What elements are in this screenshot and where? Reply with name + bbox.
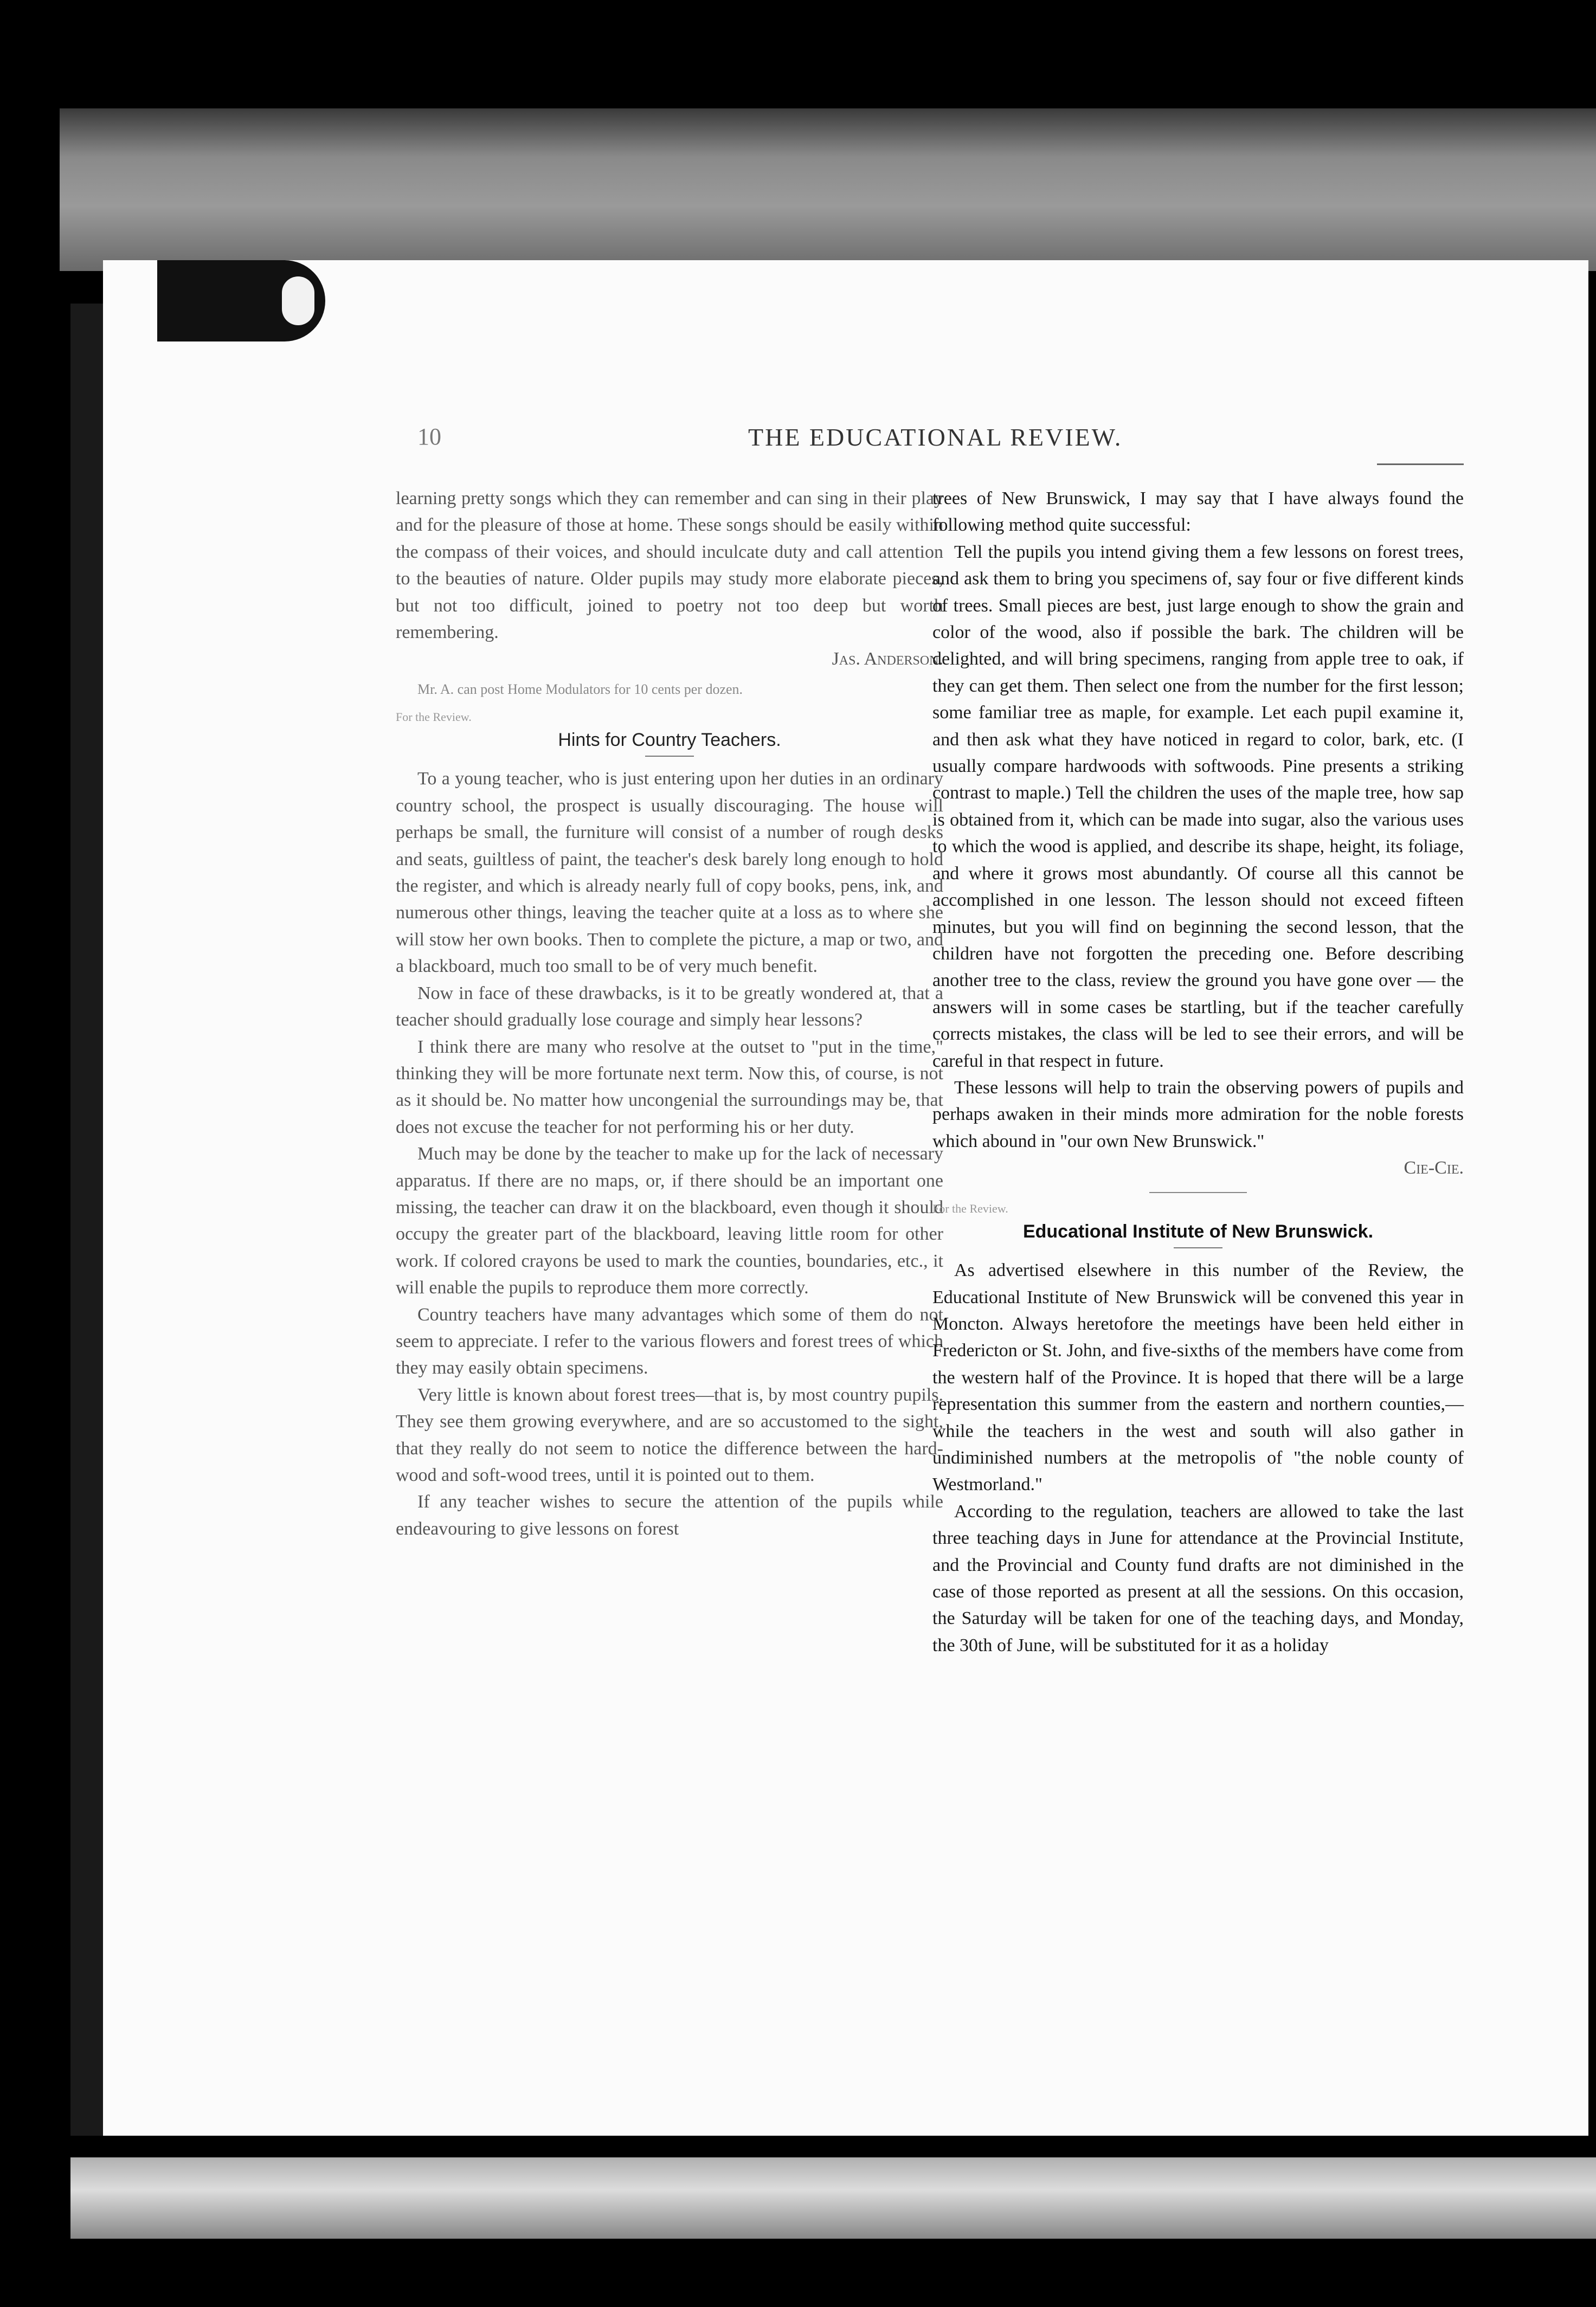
page-edge-shadow: [70, 304, 103, 2136]
article2-title: Educational Institute of New Brunswick.: [1022, 1221, 1374, 1242]
article-source: For the Review.: [396, 710, 472, 724]
running-head: THE EDUCATIONAL REVIEW.: [748, 423, 1123, 451]
article-paragraph: Country teachers have many advantages which some of them do not seem to appreciate. I refer to the various flowers and forest trees of which they may easily obtain specimens.: [396, 1304, 943, 1378]
title-rule: [645, 756, 694, 757]
scan-border-left: [0, 0, 70, 2307]
scan-background-bottom: [70, 2157, 1596, 2239]
article2-paragraph: As advertised elsewhere in this number of the Review, the Educational Institute of New Brunswick will be convened this year in Moncton. Always heretofore the meetings have been held either in Fredericton or St. John, and five-sixths of the members have come from the western half of the Province. It is hoped that there will be a large representation this summer from the eastern and northern counties,—while the teachers in the west and south will also gather in undiminished numbers at the metropolis of "the noble county of Westmorland.": [932, 1260, 1464, 1495]
article-paragraph: These lessons will help to train the observing powers of pupils and perhaps awaken in their minds more admiration for the noble forests which abound in "our own New Brunswick.": [932, 1077, 1464, 1151]
article-signature: Cie-Cie.: [1404, 1158, 1464, 1178]
article-paragraph: Much may be done by the teacher to make up for the lack of necessary apparatus. If there are no maps, or, if there should be an important one missing, the teacher can draw it on the blackboard, even though it should occupy the greater part of the blackboard, leaving little room for other work. If colored crayons be used to mark the counties, boundaries, etc., it will enable the pupils to reproduce them more correctly.: [396, 1144, 943, 1298]
article-paragraph: If any teacher wishes to secure the attention of the pupils while endeavouring to give lessons on forest: [396, 1492, 943, 1539]
article-paragraph: I think there are many who resolve at the outset to "put in the time," thinking they will be more fortunate next term. Now this, of course, is not as it should be. No matter how uncongenial the surroundings may be, that does not excuse the teacher for not performing his or her duty.: [396, 1036, 943, 1137]
left-column: [396, 485, 943, 1542]
header-rule: [1377, 463, 1464, 465]
article-paragraph: Very little is known about forest trees—that is, by most country pupils. They see them growing everywhere, and are so accustomed to the sight, that they really do not seem to notice the difference between the hard-wood and soft-wood trees, until it is pointed out to them.: [396, 1384, 943, 1485]
author-note: Mr. A. can post Home Modulators for 10 cents per dozen.: [417, 681, 743, 698]
continuation-paragraph: trees of New Brunswick, I may say that I have always found the following method quite successful:: [932, 488, 1464, 536]
article-paragraph: Now in face of these drawbacks, is it to be greatly wondered at, that a teacher should gradually lose courage and simply hear lessons?: [396, 983, 943, 1030]
title-rule: [1174, 1247, 1222, 1248]
article2-source: For the Review.: [932, 1202, 1008, 1216]
binder-clip-highlight: [282, 276, 314, 325]
page-number: 10: [417, 423, 441, 450]
article-paragraph: Tell the pupils you intend giving them a few lessons on forest trees, and ask them to bring you specimens of, say four or five different kinds of trees. Small pieces are best, just large enough to show the grain and color of the wood, also if possible the bark. The children will be delighted, and will bring specimens, ranging from apple tree to oak, if they can get them. Then select one from the number for the first lesson; some familiar tree as maple, for example. Let each pupil examine it, and then ask what they have noticed in regard to color, bark, etc. (I usually compare hardwoods with softwoods. Pine presents a striking contrast to maple.) Tell the children the uses of the maple tree, how sap is obtained from it, which can be made into sugar, also the various uses to which the wood is applied, and describe its shape, height, its foliage, and where it grows most abundantly. Of course all this cannot be accomplished in one lesson. The lesson should not exceed fifteen minutes, but you will find on beginning the second lesson, that the children have not forgotten the preceding one. Before describing another tree to the class, review the ground you have gone over — the answers will in some cases be startling, but if the teacher carefully corrects mistakes, the class will be led to see their errors, and will be careful in that respect in future.: [932, 542, 1464, 1071]
article2-paragraph: According to the regulation, teachers are allowed to take the last three teaching days in June for attendance at the Provincial Institute, and the Provincial and County fund drafts are not diminished in the case of those reported as present at all the sessions. On this occasion, the Saturday will be taken for one of the teaching days, and Monday, the 30th of June, will be substituted for it as a holiday: [932, 1501, 1464, 1655]
section-divider: [1149, 1192, 1247, 1193]
right-column: [932, 485, 1464, 1659]
scan-background-top: [60, 108, 1596, 271]
opening-paragraph: learning pretty songs which they can remember and can sing in their play and for the pleasure of those at home. These songs should be easily within the compass of their voices, and should inculcate duty and call attention to the beauties of nature. Older pupils may study more elaborate pieces, but not too difficult, joined to poetry not too deep but worth remembering.: [396, 488, 943, 643]
article-title: Hints for Country Teachers.: [558, 730, 781, 751]
opening-signature: Jas. Anderson.: [832, 649, 943, 669]
article-paragraph: To a young teacher, who is just entering upon her duties in an ordinary country school, the prospect is usually discouraging. The house will perhaps be small, the furniture will consist of a number of rough desks and seats, guiltless of paint, the teacher's desk barely long enough to hold the register, and which is already nearly full of copy books, pens, ink, and numerous other things, leaving the teacher quite at a loss as to where she will stow her own books. Then to complete the picture, a map or two, and a blackboard, much too small to be of very much benefit.: [396, 769, 943, 977]
